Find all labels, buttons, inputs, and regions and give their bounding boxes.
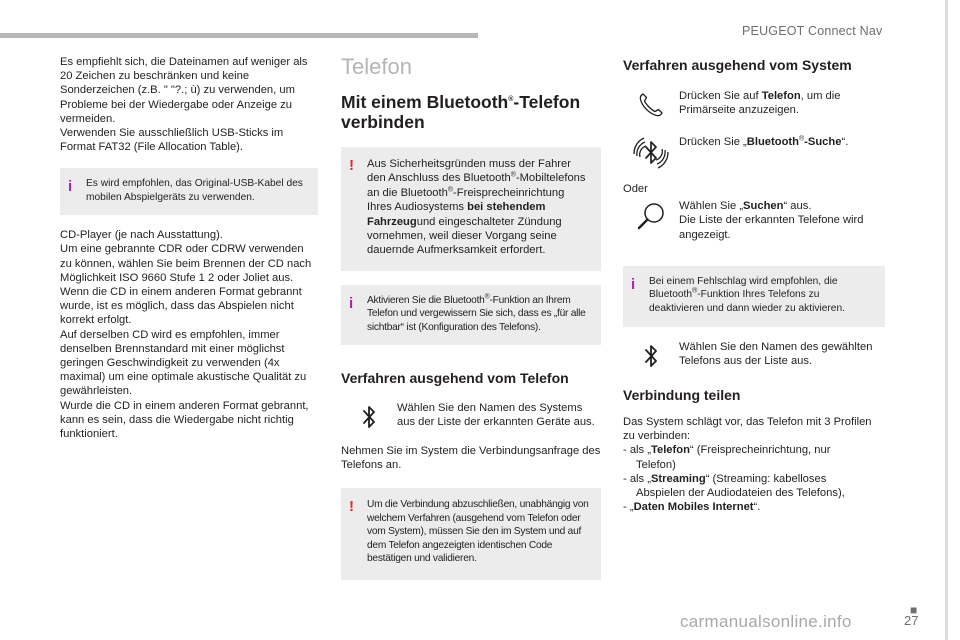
manual-title: PEUGEOT Connect Nav (742, 24, 883, 38)
warning-text-bold: bei stehendem Fahrzeug (367, 201, 546, 228)
step-text: Drücken Sie „ (679, 136, 747, 148)
side-rule (945, 0, 948, 640)
column-3 (623, 56, 885, 514)
warning-icon: ! (349, 498, 354, 516)
column-2 (341, 54, 601, 580)
step-select-phone (623, 340, 885, 369)
cd-player-paragraph: CD-Player (je nach Ausstattung). Um eine gebrannte CDR oder CDRW verwenden zu können, wählen Sie beim Brennen der CD nach Möglichkeit ISO 9660 Stufe 1 2 oder Joliet aus. Wenn die CD in einem anderen Format gebrannt wurde, ist es möglich, dass das Abspielen nicht korrekt erfolgt. Auf derselben CD wird es empfohlen, immer denselben Brennstandard mit einer möglichst geringen Geschwindigkeit zu verwenden (4x maximal) um eine optimale akustische Qualität zu gewährleisten. Wurde die CD in einem anderen Format gebrannt, kann es sein, dass die Wiedergabe nicht richtig funktioniert. (60, 229, 312, 441)
step-select-phone-text: Wählen Sie den Namen des gewählten Telefons aus der Liste aus. (679, 341, 873, 368)
warning-text: -Freisprecheinrichtung Ihres Audiosystems (367, 186, 565, 214)
step-text: , um die Primärseite anzuzeigen. (679, 90, 841, 117)
step-press-telefon (623, 89, 885, 118)
share-intro-text: Das System schlägt vor, das Telefon mit 3 Profilen zu verbinden: (623, 416, 872, 443)
list-item (623, 500, 885, 514)
list-text: “. (753, 501, 761, 514)
usb-cable-note (60, 168, 318, 215)
registered-mark: ® (508, 96, 514, 104)
usb-cable-note-text: Es wird empfohlen, das Original-USB-Kabel des mobilen Abspielgeräts zu verwenden. (86, 178, 303, 203)
step-suchen (623, 199, 885, 242)
bluetooth-icon (341, 401, 397, 430)
step-text-bold: -Suche (804, 136, 842, 148)
list-text: - als „ (623, 444, 651, 457)
list-text-bold: Streaming (650, 472, 706, 485)
bluetooth-icon (623, 340, 679, 369)
warning-text: und eingeschalteter Zündung vornehmen, weil dieser Vorgang seine dauernde Aufmerksamkeit erfordert. (367, 215, 562, 257)
subsection-share-title: Verbindung teilen (623, 387, 741, 404)
continuation-marker: ■ (910, 603, 918, 617)
warning-text: -Mobiltelefons an die Bluetooth (367, 172, 586, 199)
note-text: -Funktion an Ihrem Telefon und vergewissern Sie sich, dass es „für alle sichtbar“ ist (Konfiguration des Telefons). (367, 294, 586, 333)
list-text-bold: Telefon (650, 444, 690, 457)
section-title-part: -Telefon verbinden (341, 92, 581, 132)
note-text: -Funktion Ihres Telefons zu deaktivieren und dann wieder zu aktivieren. (649, 289, 845, 314)
step-press-telefon-text (679, 89, 885, 117)
registered-mark: ® (798, 135, 805, 143)
step-text: Drücken Sie auf (679, 90, 762, 102)
step-text-bold: Bluetooth (746, 136, 799, 148)
registered-mark: ® (510, 171, 516, 179)
section-title-part: Mit einem Bluetooth (341, 92, 509, 112)
warning-icon: ! (349, 157, 354, 174)
bluetooth-search-icon (623, 131, 679, 172)
reactivate-bluetooth-note (623, 266, 885, 327)
list-text: - als „ (623, 472, 651, 485)
registered-mark: ® (447, 186, 454, 194)
registered-mark: ® (692, 287, 698, 295)
profile-list (623, 443, 885, 514)
bluetooth-visibility-note (341, 285, 601, 345)
step-text-bold: Suchen (743, 200, 784, 213)
list-text: - „ (623, 501, 634, 514)
usb-filename-paragraph: Es empfiehlt sich, die Dateinamen auf weniger als 20 Zeichen zu beschränken und keine Sonderzeichen (z.B. " "?.; ù) zu verwenden, um Probleme bei der Wiedergabe oder Anzeige zu vermeiden. Verwenden Sie ausschließlich USB-Sticks im Format FAT32 (File Allocation Table). (60, 56, 308, 154)
step-select-system (341, 401, 601, 430)
list-text-bold: Daten Mobiles Internet (633, 501, 754, 514)
step-text: Die Liste der erkannten Telefone wird angezeigt. (679, 214, 864, 241)
subsection-phone-title: Verfahren ausgehend vom Telefon (341, 370, 569, 387)
step-text-bold: Telefon (761, 90, 801, 102)
note-text: Bei einem Fehlschlag wird empfohlen, die Bluetooth (649, 275, 838, 301)
step-bluetooth-search-text (679, 131, 848, 149)
step-select-system-text: Wählen Sie den Namen des Systems aus der Liste der erkannten Geräte aus. (397, 402, 595, 429)
list-item (623, 443, 885, 457)
search-icon (623, 199, 679, 232)
list-item (623, 472, 885, 486)
step-bluetooth-search (623, 131, 885, 172)
list-text: “ (Streaming: kabelloses (705, 472, 827, 485)
subsection-system-title: Verfahren ausgehend vom System (623, 57, 852, 73)
list-item-continuation: Telefon) (636, 458, 676, 471)
watermark: carmanualsonline.info (680, 612, 852, 631)
list-text: “ (Freisprecheinrichtung, nur (689, 444, 831, 457)
info-icon: i (68, 178, 73, 196)
info-icon: i (349, 294, 353, 312)
header-bar (0, 33, 478, 38)
column-1 (60, 55, 318, 441)
step-text: “. (841, 136, 849, 148)
step-text: Wählen Sie „ (679, 200, 744, 213)
list-item-continuation: Abspielen der Audiodateien des Telefons), (636, 487, 845, 500)
note-text: Aktivieren Sie die Bluetooth (367, 294, 485, 306)
safety-warning (341, 147, 601, 271)
code-confirm-warning (341, 488, 601, 579)
step-suchen-text (679, 199, 885, 242)
warning-text: Um die Verbindung abzuschließen, unabhängig von welchem Verfahren (ausgehend vom Telefon oder vom System), müssen Sie den im System und auf dem Telefon angezeigten identischen Code bestätigen und validieren. (367, 499, 589, 565)
step-text: “ aus. (783, 200, 812, 213)
registered-mark: ® (484, 293, 490, 301)
oder-text: Oder (623, 183, 648, 195)
accept-request-text: Nehmen Sie im System die Verbindungsanfrage des Telefons an. (341, 445, 601, 472)
section-title (341, 92, 601, 132)
warning-text: Aus Sicherheitsgründen muss der Fahrer den Anschluss des Bluetooth (367, 158, 571, 185)
chapter-title: Telefon (341, 54, 412, 79)
info-icon: i (631, 275, 636, 293)
phone-icon (623, 89, 679, 118)
page-number: 27 (904, 613, 919, 628)
